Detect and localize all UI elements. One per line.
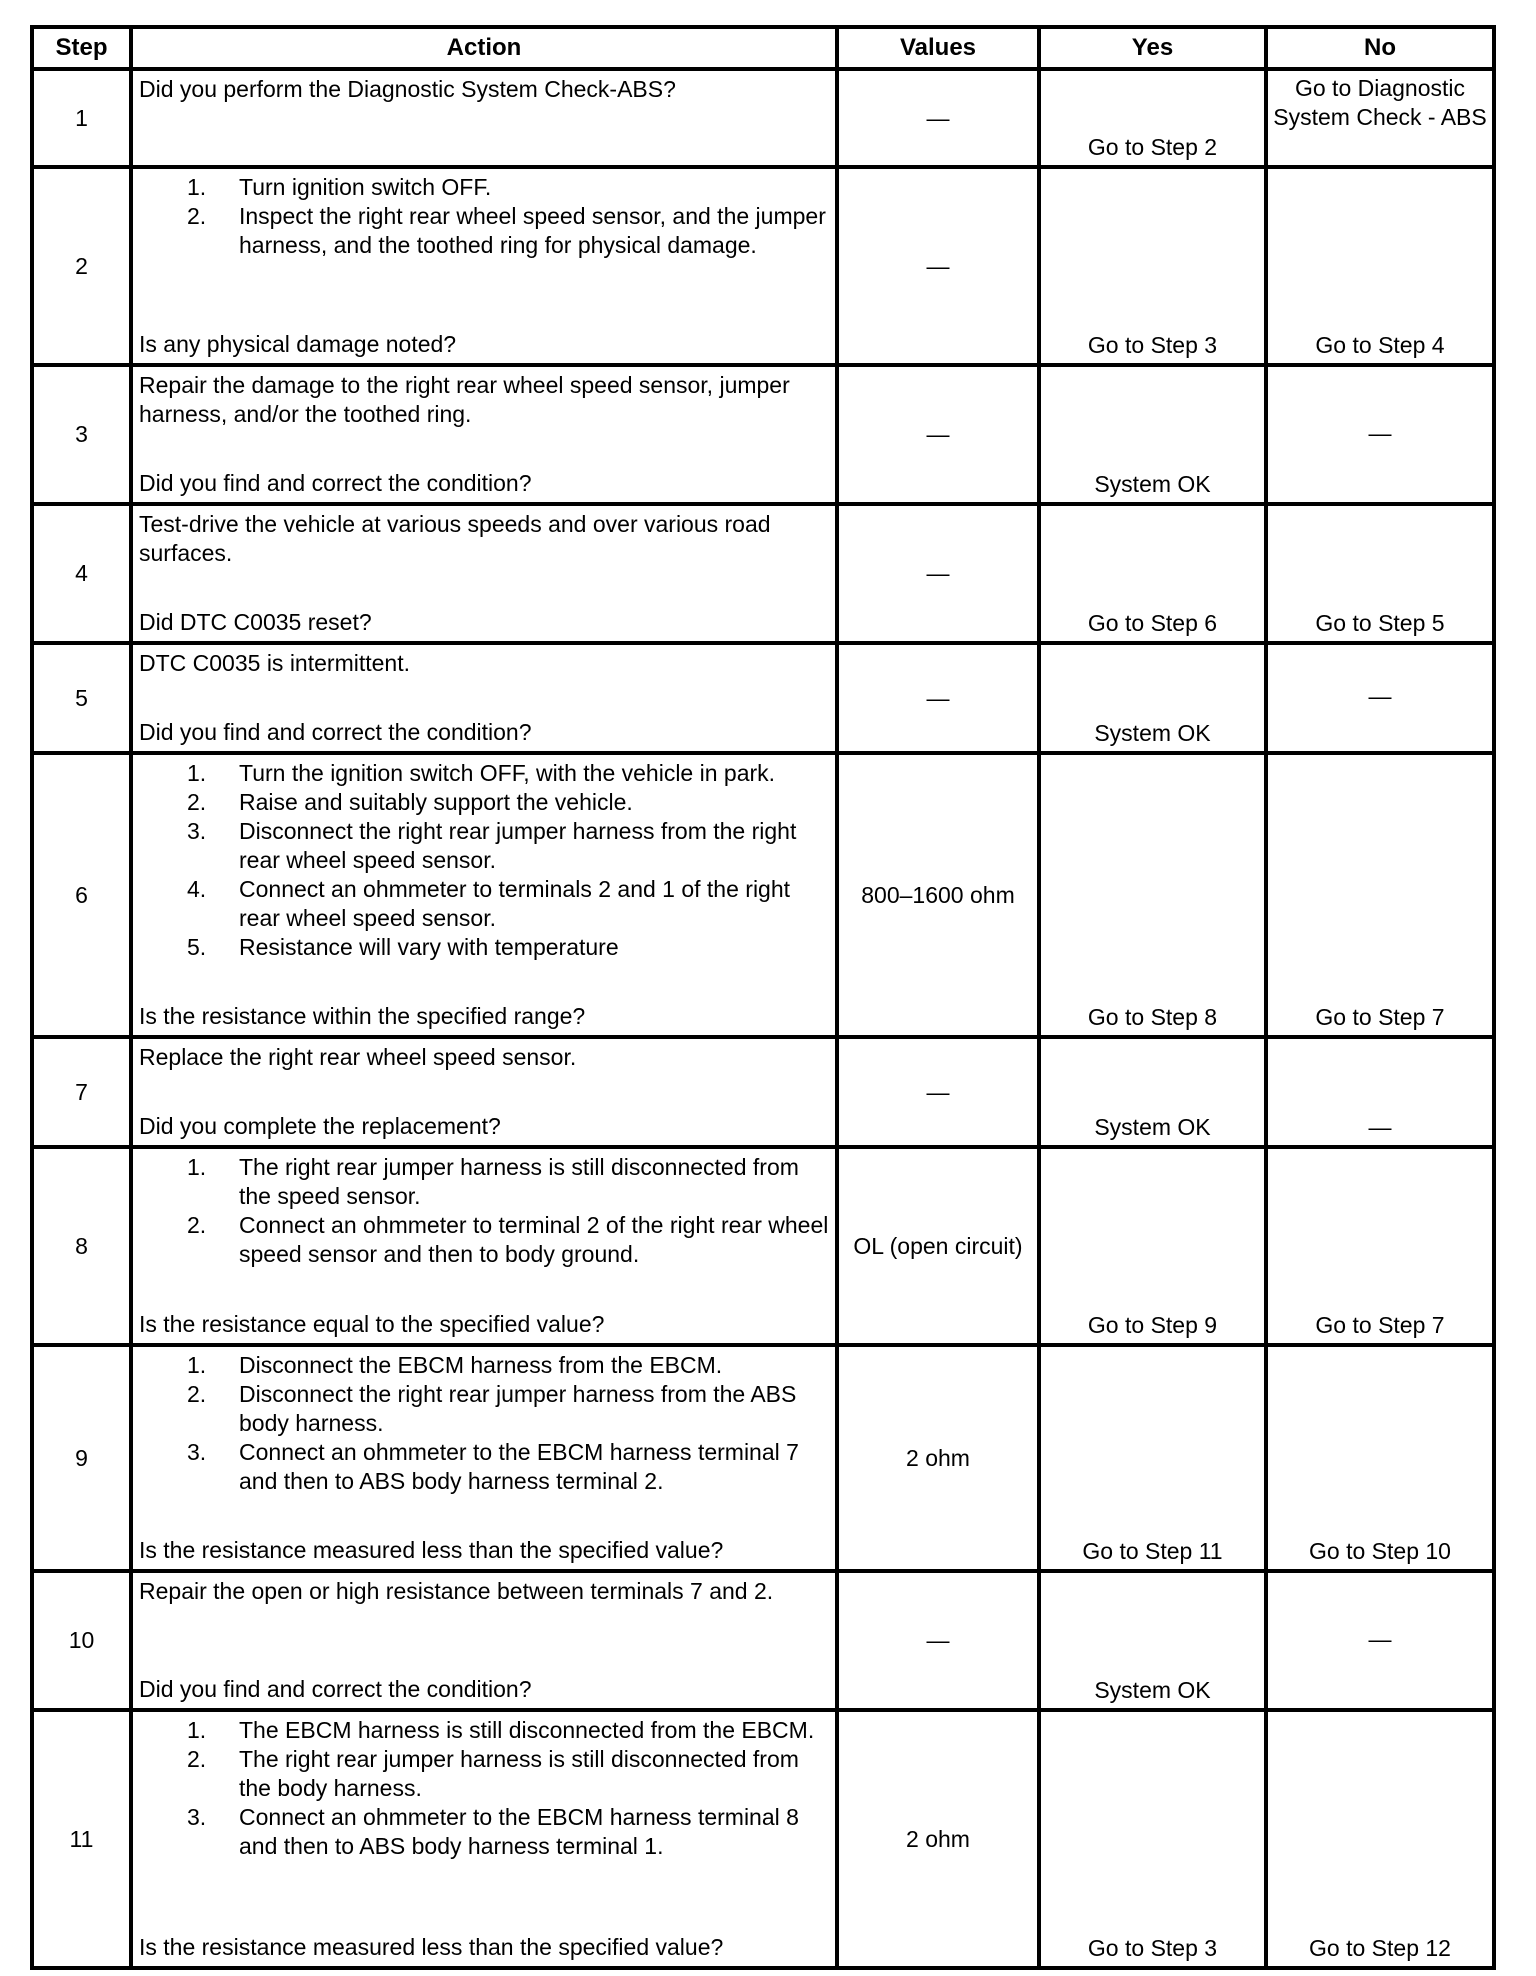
- action-step-item: [139, 173, 829, 202]
- action-step-item: [139, 759, 829, 788]
- action-cell: [131, 1147, 837, 1345]
- no-cell: —: [1266, 1571, 1494, 1710]
- action-step-text: Turn the ignition switch OFF, with the vehicle in park.: [239, 760, 776, 786]
- action-step-text: Turn ignition switch OFF.: [239, 174, 492, 200]
- action-body: [139, 75, 829, 104]
- table-row: [32, 753, 1494, 1037]
- action-step-item: [139, 817, 829, 875]
- action-content: [139, 173, 829, 359]
- header-step: Step: [32, 27, 131, 69]
- yes-cell: System OK: [1039, 1037, 1266, 1147]
- action-steps-list: [139, 759, 829, 962]
- action-step-item: [139, 202, 829, 260]
- header-row: [32, 27, 1494, 69]
- action-body: [139, 1577, 829, 1606]
- action-step-text: Connect an ohmmeter to the EBCM harness terminal 8 and then to ABS body harness terminal 1.: [239, 1804, 799, 1859]
- yes-cell: Go to Step 6: [1039, 504, 1266, 643]
- action-body: [139, 1153, 829, 1269]
- no-cell: Go to Diagnostic System Check - ABS: [1266, 69, 1494, 167]
- action-step-text: The right rear jumper harness is still disconnected from the speed sensor.: [239, 1154, 799, 1209]
- action-text: Replace the right rear wheel speed sensor.: [139, 1044, 577, 1070]
- table-row: [32, 1037, 1494, 1147]
- table-row: [32, 1710, 1494, 1968]
- no-cell: Go to Step 7: [1266, 753, 1494, 1037]
- table-row: [32, 167, 1494, 365]
- table-body: [32, 69, 1494, 1968]
- action-question: Is the resistance within the specified range?: [139, 1003, 586, 1029]
- action-steps-list: [139, 1153, 829, 1269]
- action-step-item: [139, 1380, 829, 1438]
- action-step-item: [139, 1716, 829, 1745]
- action-step-number: 3.: [187, 1439, 207, 1465]
- action-step-text: Inspect the right rear wheel speed sensor, and the jumper harness, and the toothed ring for physical damage.: [239, 203, 826, 258]
- action-body: [139, 1716, 829, 1861]
- action-step-number: 2.: [187, 789, 207, 815]
- action-question: Is any physical damage noted?: [139, 331, 457, 357]
- action-step-item: [139, 1211, 829, 1269]
- value-cell: —: [837, 365, 1039, 504]
- action-step-number: 2.: [187, 1212, 207, 1238]
- action-content: [139, 510, 829, 637]
- yes-cell: Go to Step 9: [1039, 1147, 1266, 1345]
- no-cell: Go to Step 5: [1266, 504, 1494, 643]
- no-cell: —: [1266, 1037, 1494, 1147]
- step-number: 3: [32, 365, 131, 504]
- action-cell: [131, 1037, 837, 1147]
- no-cell: —: [1266, 643, 1494, 753]
- step-number: 7: [32, 1037, 131, 1147]
- action-step-text: Connect an ohmmeter to the EBCM harness terminal 7 and then to ABS body harness terminal 2.: [239, 1439, 799, 1494]
- action-question: Did you find and correct the condition?: [139, 470, 532, 496]
- action-steps-list: [139, 1351, 829, 1496]
- step-number: 6: [32, 753, 131, 1037]
- action-content: [139, 1153, 829, 1339]
- step-number: 10: [32, 1571, 131, 1710]
- action-step-text: Disconnect the EBCM harness from the EBCM.: [239, 1352, 723, 1378]
- yes-cell: Go to Step 3: [1039, 1710, 1266, 1968]
- action-step-number: 2.: [187, 1381, 207, 1407]
- value-cell: 2 ohm: [837, 1710, 1039, 1968]
- table-row: [32, 643, 1494, 753]
- action-step-item: [139, 1153, 829, 1211]
- no-cell: Go to Step 4: [1266, 167, 1494, 365]
- yes-cell: System OK: [1039, 643, 1266, 753]
- action-body: [139, 1043, 829, 1072]
- value-cell: —: [837, 1037, 1039, 1147]
- action-step-number: 1.: [187, 760, 207, 786]
- action-body: [139, 173, 829, 260]
- no-cell: Go to Step 7: [1266, 1147, 1494, 1345]
- action-question: Is the resistance measured less than the specified value?: [139, 1537, 724, 1563]
- header-yes: Yes: [1039, 27, 1266, 69]
- action-step-number: 3.: [187, 1804, 207, 1830]
- action-content: [139, 371, 829, 498]
- action-step-item: [139, 788, 829, 817]
- action-step-item: [139, 1745, 829, 1803]
- table-row: [32, 1571, 1494, 1710]
- action-step-item: [139, 933, 829, 962]
- action-body: [139, 649, 829, 678]
- action-steps-list: [139, 173, 829, 260]
- action-cell: [131, 69, 837, 167]
- action-step-text: Connect an ohmmeter to terminal 2 of the right rear wheel speed sensor and then to body ground.: [239, 1212, 829, 1267]
- action-question: Is the resistance equal to the specified value?: [139, 1311, 605, 1337]
- header-action: Action: [131, 27, 837, 69]
- value-cell: —: [837, 643, 1039, 753]
- action-cell: [131, 167, 837, 365]
- action-cell: [131, 1345, 837, 1571]
- action-step-text: Disconnect the right rear jumper harness from the ABS body harness.: [239, 1381, 797, 1436]
- no-cell: —: [1266, 365, 1494, 504]
- action-question: Did you find and correct the condition?: [139, 1676, 532, 1702]
- action-step-text: The EBCM harness is still disconnected from the EBCM.: [239, 1717, 815, 1743]
- value-cell: 2 ohm: [837, 1345, 1039, 1571]
- table-row: [32, 504, 1494, 643]
- step-number: 2: [32, 167, 131, 365]
- action-content: [139, 1716, 829, 1962]
- action-step-text: Connect an ohmmeter to terminals 2 and 1 of the right rear wheel speed sensor.: [239, 876, 791, 931]
- step-number: 11: [32, 1710, 131, 1968]
- action-text: Did you perform the Diagnostic System Check-ABS?: [139, 76, 676, 102]
- action-question: Is the resistance measured less than the specified value?: [139, 1934, 724, 1960]
- action-text: Test-drive the vehicle at various speeds and over various road surfaces.: [139, 511, 771, 566]
- action-content: [139, 75, 829, 161]
- diagnostic-table: [30, 25, 1496, 1970]
- action-step-text: Disconnect the right rear jumper harness from the right rear wheel speed sensor.: [239, 818, 797, 873]
- action-body: [139, 510, 829, 568]
- action-step-item: [139, 1803, 829, 1861]
- action-cell: [131, 643, 837, 753]
- action-content: [139, 1577, 829, 1704]
- action-body: [139, 1351, 829, 1496]
- action-steps-list: [139, 1716, 829, 1861]
- action-cell: [131, 1571, 837, 1710]
- action-cell: [131, 365, 837, 504]
- step-number: 8: [32, 1147, 131, 1345]
- no-cell: Go to Step 12: [1266, 1710, 1494, 1968]
- yes-cell: Go to Step 3: [1039, 167, 1266, 365]
- action-question: Did DTC C0035 reset?: [139, 609, 372, 635]
- action-content: [139, 649, 829, 747]
- action-step-number: 1.: [187, 1717, 207, 1743]
- value-cell: —: [837, 1571, 1039, 1710]
- action-body: [139, 371, 829, 429]
- action-step-number: 5.: [187, 934, 207, 960]
- action-step-number: 2.: [187, 1746, 207, 1772]
- value-cell: —: [837, 167, 1039, 365]
- table-row: [32, 365, 1494, 504]
- action-step-text: Resistance will vary with temperature: [239, 934, 619, 960]
- action-text: Repair the open or high resistance between terminals 7 and 2.: [139, 1578, 774, 1604]
- step-number: 4: [32, 504, 131, 643]
- table-row: [32, 1345, 1494, 1571]
- action-question: Did you complete the replacement?: [139, 1113, 501, 1139]
- yes-cell: Go to Step 8: [1039, 753, 1266, 1037]
- action-step-text: Raise and suitably support the vehicle.: [239, 789, 633, 815]
- action-step-number: 1.: [187, 1154, 207, 1180]
- action-content: [139, 1351, 829, 1565]
- action-text: Repair the damage to the right rear wheel speed sensor, jumper harness, and/or the toothed ring.: [139, 372, 790, 427]
- action-content: [139, 759, 829, 1031]
- action-body: [139, 759, 829, 962]
- action-question: Did you find and correct the condition?: [139, 719, 532, 745]
- action-step-number: 3.: [187, 818, 207, 844]
- action-text: DTC C0035 is intermittent.: [139, 650, 410, 676]
- value-cell: 800–1600 ohm: [837, 753, 1039, 1037]
- header-no: No: [1266, 27, 1494, 69]
- header-values: Values: [837, 27, 1039, 69]
- step-number: 5: [32, 643, 131, 753]
- action-step-item: [139, 1438, 829, 1496]
- action-step-text: The right rear jumper harness is still disconnected from the body harness.: [239, 1746, 799, 1801]
- yes-cell: System OK: [1039, 1571, 1266, 1710]
- step-number: 9: [32, 1345, 131, 1571]
- value-cell: OL (open circuit): [837, 1147, 1039, 1345]
- action-step-item: [139, 875, 829, 933]
- action-step-number: 2.: [187, 203, 207, 229]
- step-number: 1: [32, 69, 131, 167]
- action-step-number: 1.: [187, 1352, 207, 1378]
- yes-cell: Go to Step 11: [1039, 1345, 1266, 1571]
- action-step-number: 4.: [187, 876, 207, 902]
- value-cell: —: [837, 69, 1039, 167]
- table-row: [32, 1147, 1494, 1345]
- action-cell: [131, 504, 837, 643]
- table-row: [32, 69, 1494, 167]
- action-step-item: [139, 1351, 829, 1380]
- action-cell: [131, 1710, 837, 1968]
- action-cell: [131, 753, 837, 1037]
- value-cell: —: [837, 504, 1039, 643]
- yes-cell: System OK: [1039, 365, 1266, 504]
- yes-cell: Go to Step 2: [1039, 69, 1266, 167]
- action-content: [139, 1043, 829, 1141]
- no-cell: Go to Step 10: [1266, 1345, 1494, 1571]
- action-step-number: 1.: [187, 174, 207, 200]
